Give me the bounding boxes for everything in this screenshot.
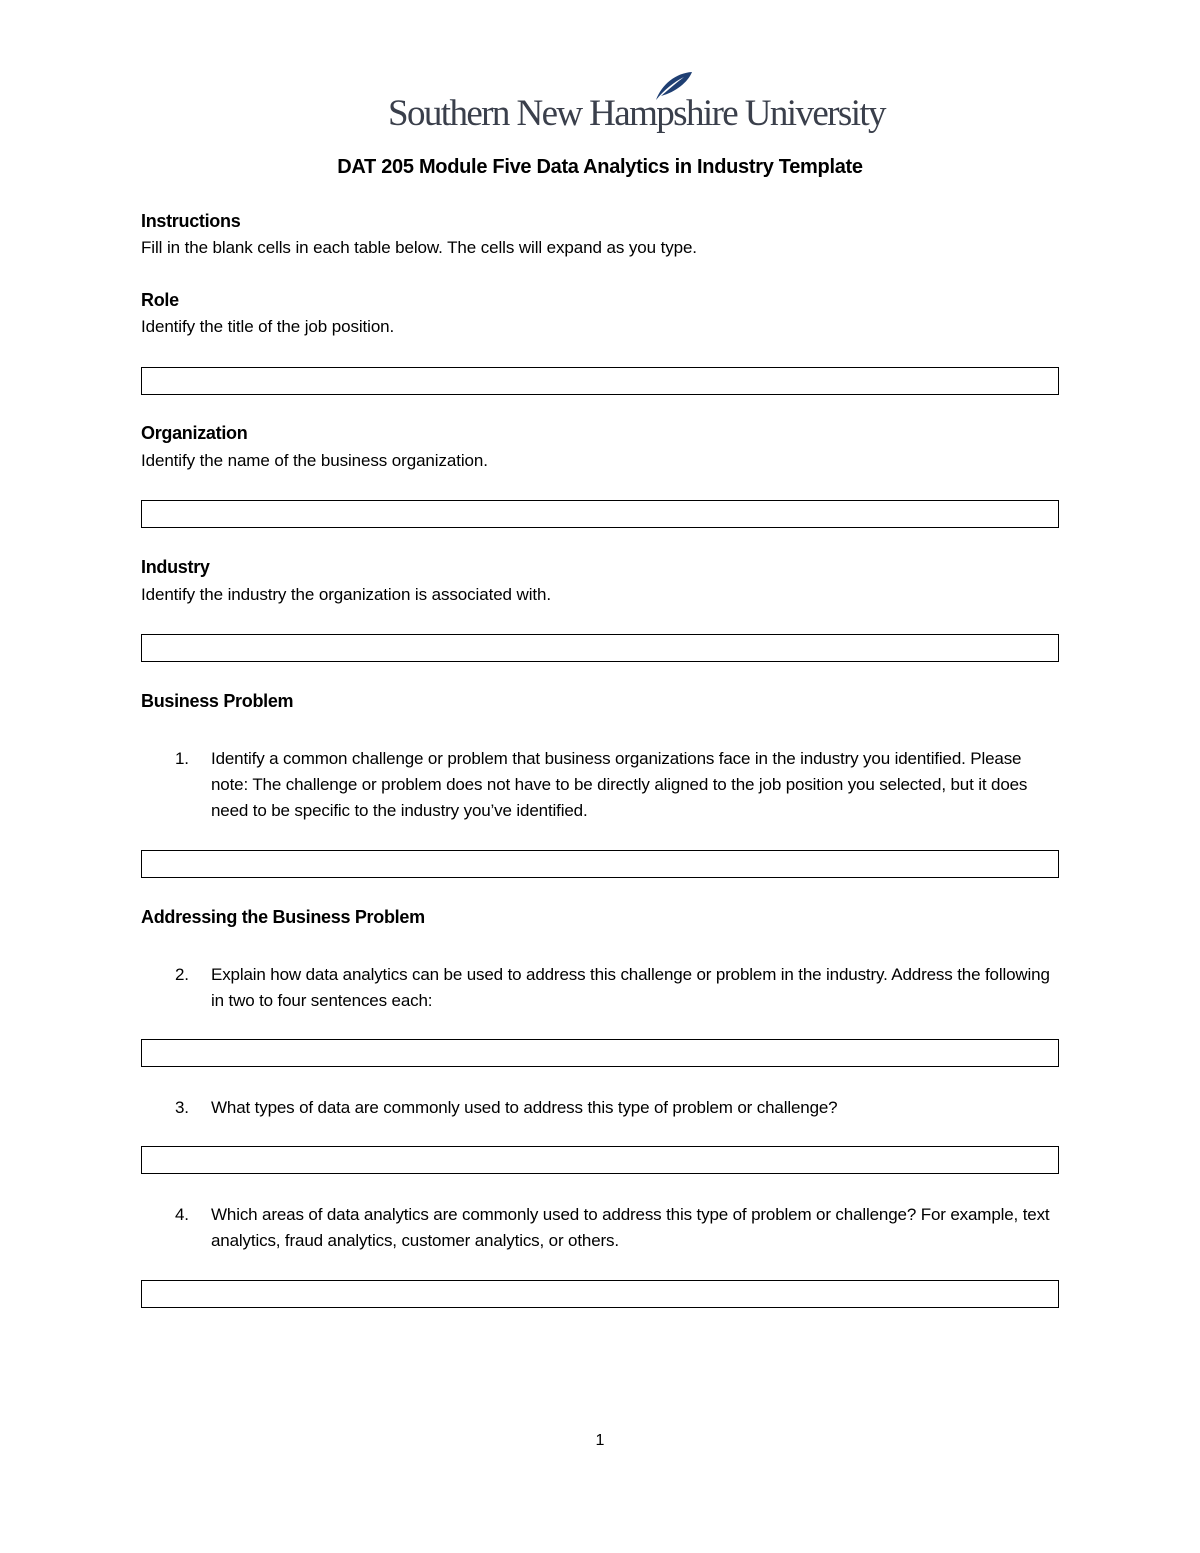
business-problem-heading: Business Problem xyxy=(141,691,294,711)
list-item-2 xyxy=(141,962,1061,1014)
logo-wordmark: Southern New Hampshire University xyxy=(388,93,885,134)
instructions-heading: Instructions xyxy=(141,211,241,231)
list-item-number: 2. xyxy=(175,965,189,984)
list-item-number: 3. xyxy=(175,1098,189,1117)
addressing-heading: Addressing the Business Problem xyxy=(141,907,425,927)
list-item-text: Which areas of data analytics are commonly used to address this type of problem or challenge? For example, text analytics, fraud analytics, customer analytics, or others. xyxy=(211,1205,1050,1250)
role-instruction: Identify the title of the job position. xyxy=(141,317,395,336)
organization-heading: Organization xyxy=(141,423,248,443)
explain-input-cell[interactable] xyxy=(141,1039,1059,1067)
list-item-3 xyxy=(141,1095,1061,1121)
business-problem-input-cell[interactable] xyxy=(141,850,1059,878)
data-types-input-cell[interactable] xyxy=(141,1146,1059,1174)
industry-input-cell[interactable] xyxy=(141,634,1059,662)
list-item-text: Identify a common challenge or problem that business organizations face in the industry you identified. Please note: The challenge or problem does not have to be directly aligned to the job position you selected, but it does need to be specific to the industry you’ve identified. xyxy=(211,749,1028,820)
organization-instruction: Identify the name of the business organization. xyxy=(141,451,488,470)
page-number: 1 xyxy=(595,1432,605,1449)
instructions-text: Fill in the blank cells in each table below. The cells will expand as you type. xyxy=(141,238,697,257)
document-title: DAT 205 Module Five Data Analytics in Industry Template xyxy=(337,156,863,178)
role-input-cell[interactable] xyxy=(141,367,1059,395)
role-heading: Role xyxy=(141,290,179,310)
list-item-4 xyxy=(141,1202,1061,1254)
university-logo xyxy=(386,70,885,136)
organization-input-cell[interactable] xyxy=(141,500,1059,528)
list-item-1 xyxy=(141,746,1061,824)
industry-heading: Industry xyxy=(141,557,210,577)
list-item-text: Explain how data analytics can be used to address this challenge or problem in the industry. Address the following in two to four sentences each: xyxy=(211,965,1050,1010)
list-item-number: 1. xyxy=(175,749,189,768)
analytics-areas-input-cell[interactable] xyxy=(141,1280,1059,1308)
list-item-number: 4. xyxy=(175,1205,189,1224)
list-item-text: What types of data are commonly used to address this type of problem or challenge? xyxy=(211,1098,838,1117)
industry-instruction: Identify the industry the organization is associated with. xyxy=(141,585,551,604)
